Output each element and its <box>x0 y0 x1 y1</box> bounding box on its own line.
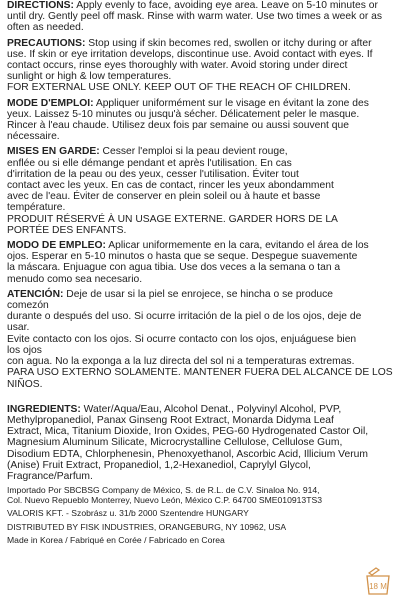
precautions-heading: PRECAUTIONS: <box>7 37 86 49</box>
atencion-section <box>7 289 393 390</box>
modo-empleo-line: menudo como sea necesario. <box>7 273 143 285</box>
precautions-line: Stop using if skin becomes red, swollen or itchy during or after <box>85 37 372 49</box>
mode-emploi-line: Rincer à l'eau chaude. Utilisez deux fois par semaine ou aussi souvent que <box>7 120 349 132</box>
modo-empleo-section <box>7 240 393 285</box>
precautions-line: FOR EXTERNAL USE ONLY. KEEP OUT OF THE REACH OF CHILDREN. <box>7 82 351 94</box>
precautions-line: use. If skin or eye irritation develops, discontinue use. Avoid contact with eyes. If <box>7 48 373 60</box>
period-after-opening-icon <box>365 567 391 596</box>
ingredients-line: (Anise) Fruit Extract, Propanediol, 1,2-Hexanediol, Caprylyl Glycol, <box>7 459 311 471</box>
atencion-line: PARA USO EXTERNO SOLAMENTE. MANTENER FUERA DEL ALCANCE DE LOS <box>7 367 393 379</box>
mises-en-garde-line: PRODUIT RÉSERVÉ À UN USAGE EXTERNE. GARDER HORS DE LA <box>7 213 338 225</box>
directions-heading: DIRECTIONS: <box>7 0 74 11</box>
ingredients-line: Extract, Mica, Titanium Dioxide, Iron Oxides, PEG-60 Hydrogenated Castor Oil, <box>7 426 369 438</box>
made-in-line: Made in Korea / Fabriqué en Corée / Fabricado en Corea <box>7 534 225 545</box>
open-jar-icon <box>365 567 391 596</box>
importer-line: Importado Por SBCBSG Company de México, S. de R.L. de C.V. Sinaloa No. 914, <box>7 485 320 496</box>
mises-en-garde-line: température. <box>7 202 66 214</box>
importer-line: Col. Nuevo Repueblo Monterrey, Nuevo León, México C.P. 64700 SME010913TS3 <box>7 494 322 505</box>
valoris-address <box>7 509 393 519</box>
mises-en-garde-line: contact avec les yeux. En cas de contact, rincer les yeux abondamment <box>7 180 334 192</box>
atencion-heading: ATENCIÓN: <box>7 288 64 300</box>
mises-en-garde-heading: MISES EN GARDE: <box>7 146 100 158</box>
atencion-line: Deje de usar si la piel se enrojece, se hincha o se produce <box>63 288 334 300</box>
mode-emploi-heading: MODE D'EMPLOI: <box>7 97 94 109</box>
mises-en-garde-line: Cesser l'emploi si la peau devient rouge, <box>99 146 288 158</box>
pao-label: 18 M <box>369 582 387 591</box>
mode-emploi-line: Appliquer uniformément sur le visage en évitant la zone des <box>93 97 369 109</box>
mises-en-garde-section <box>7 146 393 236</box>
mises-en-garde-line: enflée ou si elle démange pendant et après l'utilisation. En cas <box>7 157 292 169</box>
directions-section <box>7 0 393 34</box>
modo-empleo-heading: MODO DE EMPLEO: <box>7 240 106 252</box>
modo-empleo-line: la máscara. Enjuague con agua tibia. Use dos veces a la semana o tan a <box>7 262 341 274</box>
directions-line: often as needed. <box>7 22 84 34</box>
ingredients-line: Fragrance/Parfum. <box>7 470 93 482</box>
mode-emploi-section <box>7 98 393 143</box>
precautions-section <box>7 38 393 94</box>
atencion-line: durante o después del uso. Si ocurre irritación de la piel o de los ojos, deje de <box>7 311 362 323</box>
atencion-line: NIÑOS. <box>7 378 43 390</box>
ingredients-section <box>7 404 393 482</box>
atencion-line: los ojos <box>7 344 42 356</box>
mises-en-garde-line: avec de l'eau. Éviter de conserver en plein soleil ou à haute et basse <box>7 191 321 203</box>
ingredients-line: Water/Aqua/Eau, Alcohol Denat., Polyvinyl Alcohol, PVP, <box>80 403 342 415</box>
precautions-line: sunlight or high & low temperatures. <box>7 71 172 83</box>
directions-line: until dry. Gently peel off mask. Rinse with warm water. Use two times a week or as <box>7 11 383 23</box>
ingredients-heading: INGREDIENTS: <box>7 403 81 415</box>
valoris-line: VALORIS KFT. - Szobrász u. 31/b 2000 Szentendre HUNGARY <box>7 508 249 519</box>
modo-empleo-line: ojos. Esperar en 5-10 minutos o hasta que se seque. Despegue suavemente <box>7 251 358 263</box>
atencion-line: Evite contacto con los ojos. Si ocurre contacto con los ojos, enjuáguese bien <box>7 333 357 345</box>
ingredients-line: Magnesium Aluminum Silicate, Microcrystalline Cellulose, Cellulose Gum, <box>7 437 343 449</box>
importer-mexico <box>7 486 393 505</box>
atencion-line: comezón <box>7 300 49 312</box>
directions-line: Apply evenly to face, avoiding eye area. Leave on 5-10 minutes or <box>73 0 378 11</box>
mode-emploi-line: nécessaire. <box>7 131 60 143</box>
modo-empleo-line: Aplicar uniformemente en la cara, evitando el área de los <box>105 240 369 252</box>
mises-en-garde-line: PORTÉE DES ENFANTS. <box>7 224 127 236</box>
mode-emploi-line: yeux. Laissez 5-10 minutes ou jusqu'à sécher. Délicatement peler le masque. <box>7 108 360 120</box>
ingredients-line: Disodium EDTA, Chlorphenesin, Phenoxyethanol, Ascorbic Acid, Illicium Verum <box>7 448 368 460</box>
distributor-line: DISTRIBUTED BY FISK INDUSTRIES, ORANGEBURG, NY 10962, USA <box>7 521 287 532</box>
ingredients-line: Methylpropanediol, Panax Ginseng Root Extract, Monarda Didyma Leaf <box>7 414 334 426</box>
atencion-line: con agua. No la exponga a la luz directa del sol ni a temperaturas extremas. <box>7 356 355 368</box>
mises-en-garde-line: d'irritation de la peau ou des yeux, cesser l'utilisation. Éviter tout <box>7 168 299 180</box>
atencion-line: usar. <box>7 322 30 334</box>
distributor-info <box>7 523 393 545</box>
precautions-line: contact occurs, rinse eyes thoroughly with water. Avoid storing under direct <box>7 60 348 72</box>
